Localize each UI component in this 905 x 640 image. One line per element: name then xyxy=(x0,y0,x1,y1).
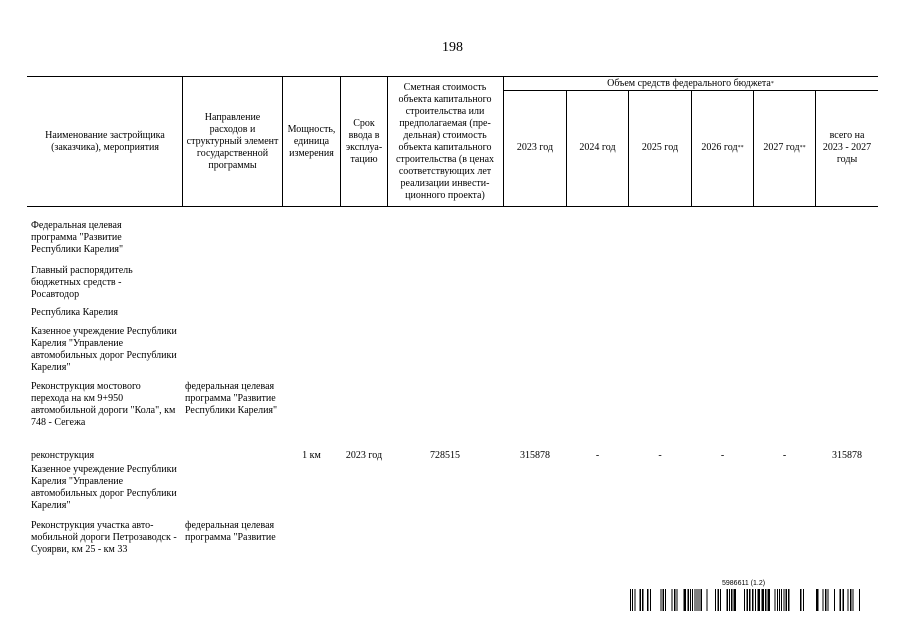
barcode-bar xyxy=(834,589,835,611)
barcode-bar xyxy=(843,589,845,611)
barcode-bar xyxy=(718,589,720,611)
row-reconstruction-2027: - xyxy=(782,450,787,461)
header-year-text: 2024 год xyxy=(579,142,616,153)
barcode-bar xyxy=(674,589,676,611)
header-direction xyxy=(185,78,280,205)
header-capacity-text: Мощность, единица измерения xyxy=(287,123,336,159)
barcode-bar xyxy=(690,589,691,611)
header-vline xyxy=(387,76,388,206)
row-reconstruction-cost: 728515 xyxy=(430,450,460,461)
barcode-bar xyxy=(825,589,827,611)
barcode-bar xyxy=(632,589,633,611)
barcode-bar xyxy=(765,589,767,611)
row-region: Республика Карелия xyxy=(31,307,118,318)
header-vline xyxy=(340,76,341,206)
barcode-bar xyxy=(715,589,716,611)
header-year-2023 xyxy=(504,91,566,205)
barcode-bar xyxy=(734,589,737,611)
row-distributor: Главный распорядитель бюджетных средств - Росавтодор xyxy=(31,265,133,300)
row-institution: Казенное учреждение Республики Карелия "Управление автомобильных дорог Республики Карелия" xyxy=(31,326,177,373)
barcode-bar xyxy=(697,589,698,611)
barcode-bar xyxy=(729,589,730,611)
barcode-bar xyxy=(642,589,644,611)
header-budget-group: Объем средств федерального бюджета * xyxy=(607,77,774,89)
barcode-bar xyxy=(688,589,690,611)
header-vline xyxy=(282,76,283,206)
barcode-bar xyxy=(665,589,666,611)
barcode-bar xyxy=(848,589,849,611)
header-name xyxy=(30,78,180,205)
row-reconstruction-2024: - xyxy=(595,450,600,461)
page-number: 198 xyxy=(442,40,463,55)
barcode-bar xyxy=(672,589,673,611)
barcode-bar xyxy=(720,589,721,611)
barcode-bar xyxy=(661,589,662,611)
header-year-text: 2027 год xyxy=(763,142,800,153)
barcode-bar xyxy=(823,589,824,611)
barcode-bar xyxy=(781,589,782,611)
barcode-bar xyxy=(816,589,819,611)
barcode-bar xyxy=(755,589,756,611)
barcode-bar xyxy=(695,589,696,611)
row-reconstruction-name: реконструкция xyxy=(31,450,95,461)
barcode-bar xyxy=(840,589,842,611)
barcode-bar xyxy=(803,589,804,611)
row-reconstruction-2026: - xyxy=(720,450,725,461)
barcode-bar xyxy=(744,589,745,611)
barcode-bar xyxy=(731,589,733,611)
barcode xyxy=(630,589,860,611)
header-total-text: всего на 2023 - 2027 годы xyxy=(822,130,872,165)
header-cost-text: Сметная стоимость объекта капитального строительства или предполагаемая (пре-дельная) стоимость объекта капитального строительства (в ценах соответствующих лет реализации инвести-ционного проекта) xyxy=(395,81,495,201)
header-year-2025 xyxy=(629,91,691,205)
row-reconstruction-2025: - xyxy=(658,450,662,461)
header-vline xyxy=(182,76,183,206)
barcode-bar xyxy=(758,589,761,611)
header-name-text: Наименование застройщика (заказчика), мероприятия xyxy=(45,129,165,153)
row-reconstruction-term: 2023 год xyxy=(345,450,383,461)
row-program: Федеральная целевая программа "Развитие Республики Карелия" xyxy=(31,220,124,255)
header-year-2027: 2027 год ** xyxy=(763,142,806,153)
barcode-bar xyxy=(762,589,765,611)
row-reconstruction-capacity: 1 км xyxy=(302,450,321,461)
barcode-bar xyxy=(647,589,649,611)
header-term xyxy=(342,78,386,205)
barcode-bar xyxy=(707,589,708,611)
barcode-bar xyxy=(775,589,776,611)
row-institution-2: Казенное учреждение Республики Карелия "Управление автомобильных дорог Республики Карелия" xyxy=(31,464,177,511)
barcode-bar xyxy=(684,589,687,611)
header-term-text: Срок ввода в эксплуа-тацию xyxy=(345,117,383,165)
barcode-bar xyxy=(635,589,636,611)
barcode-bar xyxy=(784,589,785,611)
barcode-bar xyxy=(786,589,788,611)
barcode-bar xyxy=(650,589,651,611)
header-year-text: 2023 год xyxy=(516,142,554,153)
header-direction-text: Направление расходов и структурный элемент государственной программы xyxy=(186,111,279,171)
barcode-bar xyxy=(699,589,700,611)
barcode-bar xyxy=(788,589,790,611)
barcode-bar xyxy=(640,589,642,611)
barcode-bar xyxy=(768,589,771,611)
barcode-bar xyxy=(749,589,751,611)
header-budget-group-text: Объем средств федерального бюджета xyxy=(607,77,771,89)
header-year-text: 2026 год xyxy=(701,142,738,153)
barcode-bar xyxy=(800,589,802,611)
header-capacity xyxy=(284,78,339,205)
barcode-bar xyxy=(663,589,665,611)
header-year-2024 xyxy=(567,91,628,205)
row-object2-direction: федеральная целевая программа "Развитие xyxy=(185,520,276,543)
barcode-bar xyxy=(727,589,729,611)
row-reconstruction-2023: 315878 xyxy=(520,450,550,461)
barcode-label: 5986611 (1.2) xyxy=(722,580,766,587)
barcode-bar xyxy=(859,589,860,611)
barcode-bar xyxy=(692,589,693,611)
header-cost xyxy=(389,78,501,205)
barcode-bar xyxy=(850,589,852,611)
header-year-2026: 2026 год ** xyxy=(701,142,744,153)
barcode-bar xyxy=(752,589,754,611)
header-year-text: 2025 год xyxy=(641,142,679,153)
barcode-bar xyxy=(701,589,703,611)
header-bottom-line xyxy=(27,206,878,207)
barcode-bar xyxy=(828,589,829,611)
barcode-bar xyxy=(779,589,780,611)
row-object-direction: федеральная целевая программа "Развитие Республики Карелия" xyxy=(185,381,278,416)
barcode-bar xyxy=(677,589,678,611)
row-reconstruction-total: 315878 xyxy=(832,450,862,461)
header-total xyxy=(816,91,878,205)
barcode-bar xyxy=(853,589,854,611)
row-object2-name: Реконструкция участка авто-мобильной дороги Петрозаводск - Суоярви, км 25 - км 33 xyxy=(31,520,177,555)
barcode-bar xyxy=(630,589,631,611)
barcode-bar xyxy=(777,589,778,611)
row-object-name: Реконструкция мостового перехода на км 9+950 автомобильной дороги "Кола", км 748 - Сегежа xyxy=(31,381,176,428)
barcode-bar xyxy=(747,589,749,611)
